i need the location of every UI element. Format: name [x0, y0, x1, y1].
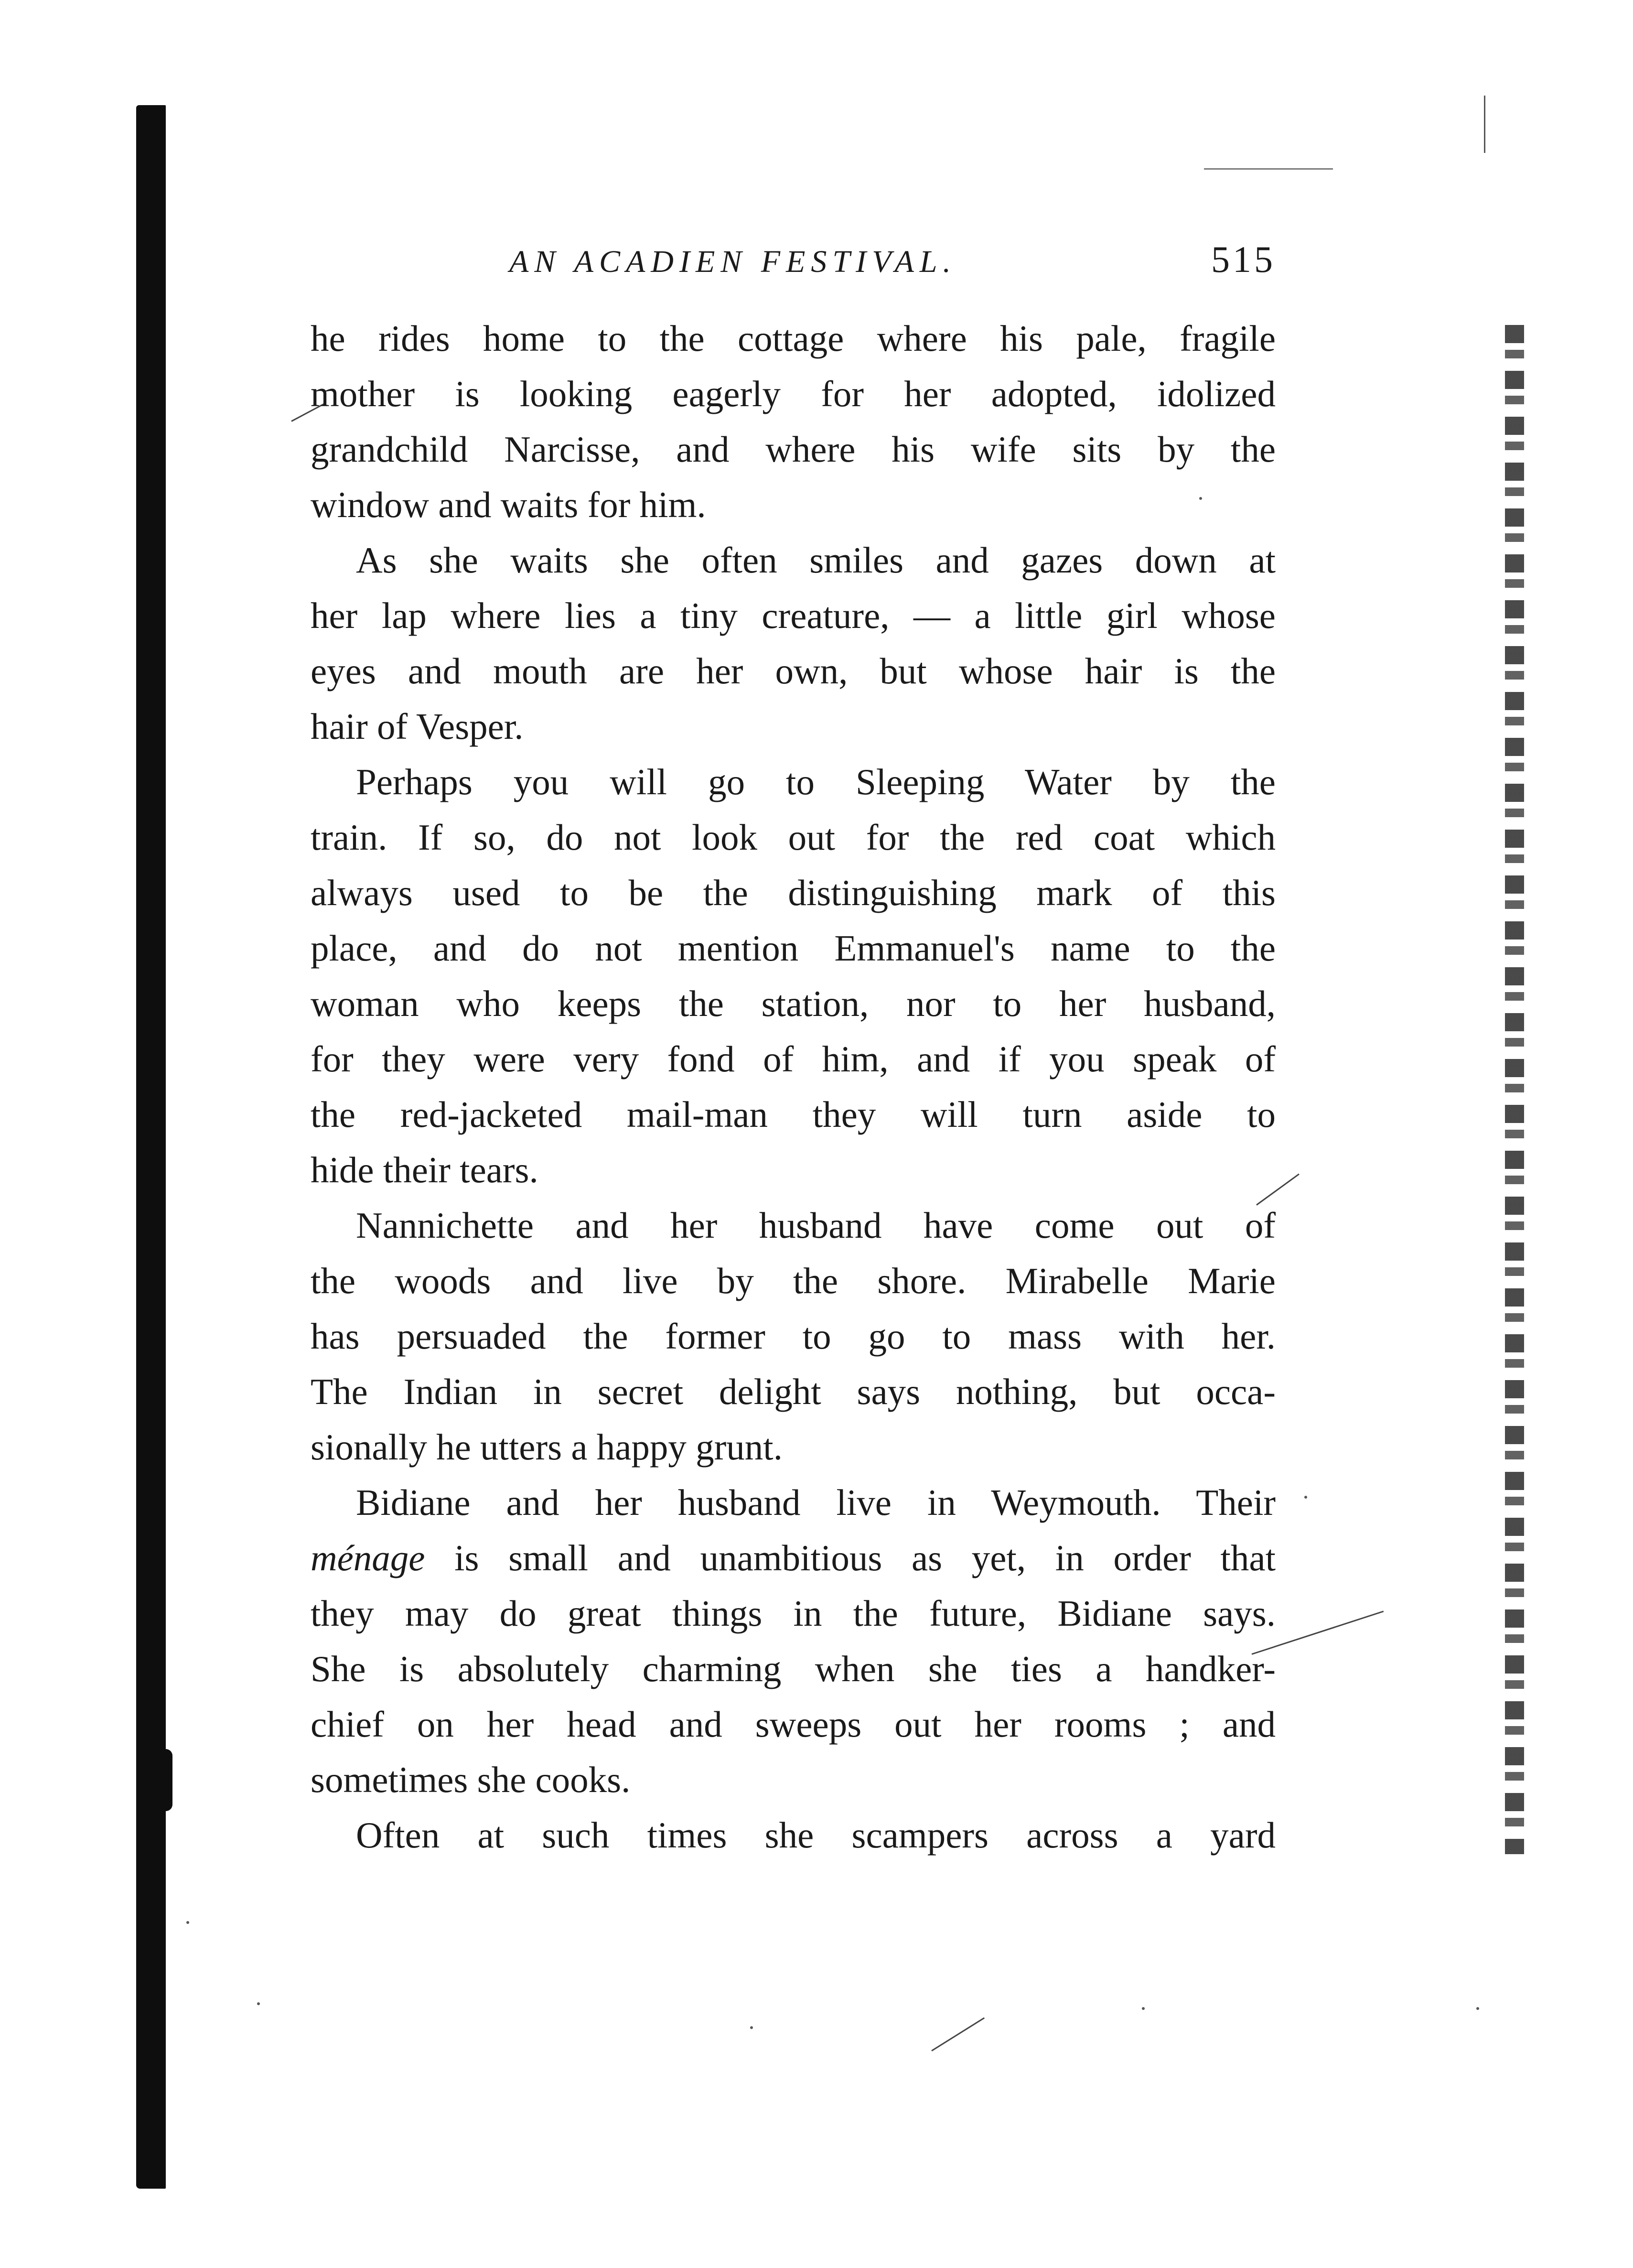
text-line: chief on her head and sweeps out her rooms ; and	[311, 1704, 1276, 1745]
text-line: for they were very fond of him, and if you speak of	[311, 1038, 1276, 1080]
text-line: eyes and mouth are her own, but whose hair is the	[311, 650, 1276, 691]
text-line: always used to be the distinguishing mark of this	[311, 872, 1276, 913]
running-head-title: AN ACADIEN FESTIVAL.	[509, 244, 957, 279]
text-line: window and waits for him.	[311, 484, 706, 525]
scan-speck	[257, 2002, 260, 2005]
scan-speck	[750, 2026, 753, 2029]
text-line: She is absolutely charming when she ties a handker-	[311, 1648, 1276, 1689]
scan-margin-artifacts	[1505, 325, 1524, 1854]
text-line-menage	[311, 1530, 1276, 1586]
scan-speck	[186, 1921, 189, 1924]
body-text	[311, 311, 1276, 1863]
text-line: hide their tears.	[311, 1149, 538, 1190]
text-line: train. If so, do not look out for the red coat which	[311, 817, 1276, 858]
text-line: Bidiane and her husband live in Weymouth. Their	[356, 1482, 1276, 1523]
text-line: the red-jacketed mail-man they will turn aside to	[311, 1094, 1276, 1135]
running-head	[311, 238, 1276, 281]
text-line: Perhaps you will go to Sleeping Water by the	[356, 761, 1276, 802]
text-line: Often at such times she scampers across a yard	[356, 1814, 1276, 1856]
text-line: sionally he utters a happy grunt.	[311, 1426, 783, 1468]
menage-word: ménage	[311, 1537, 425, 1578]
text-line: Nannichette and her husband have come out of	[356, 1205, 1276, 1246]
text-line: the woods and live by the shore. Mirabelle Marie	[311, 1260, 1276, 1301]
scan-speck	[1476, 2007, 1479, 2010]
text-line: they may do great things in the future, Bidiane says.	[311, 1593, 1276, 1634]
scan-stroke	[931, 2017, 985, 2051]
scan-binding-edge	[136, 105, 166, 2189]
text-line: As she waits she often smiles and gazes down at	[356, 540, 1276, 581]
text-line: place, and do not mention Emmanuel's name to the	[311, 928, 1276, 969]
page-number: 515	[1211, 238, 1276, 280]
scan-top-dash	[1204, 168, 1333, 170]
scan-speck	[1304, 1496, 1307, 1499]
text-line: sometimes she cooks.	[311, 1759, 631, 1800]
text-line: grandchild Narcisse, and where his wife sits by the	[311, 429, 1276, 470]
text-line: The Indian in secret delight says nothing, but occa-	[311, 1371, 1276, 1412]
scan-margin-rule	[1484, 96, 1485, 153]
text-line: has persuaded the former to go to mass with her.	[311, 1316, 1276, 1357]
text-line: hair of Vesper.	[311, 706, 524, 747]
text-line: he rides home to the cottage where his pale, fragile	[311, 318, 1276, 359]
menage-is: is	[454, 1537, 479, 1578]
text-line: mother is looking eagerly for her adopted, idolized	[311, 373, 1276, 414]
text-line: her lap where lies a tiny creature, — a little girl whose	[311, 595, 1276, 636]
text-line: woman who keeps the station, nor to her husband,	[311, 983, 1276, 1024]
menage-rest: small and unambitious as yet, in order that	[508, 1537, 1276, 1578]
scan-speck	[1142, 2007, 1145, 2010]
